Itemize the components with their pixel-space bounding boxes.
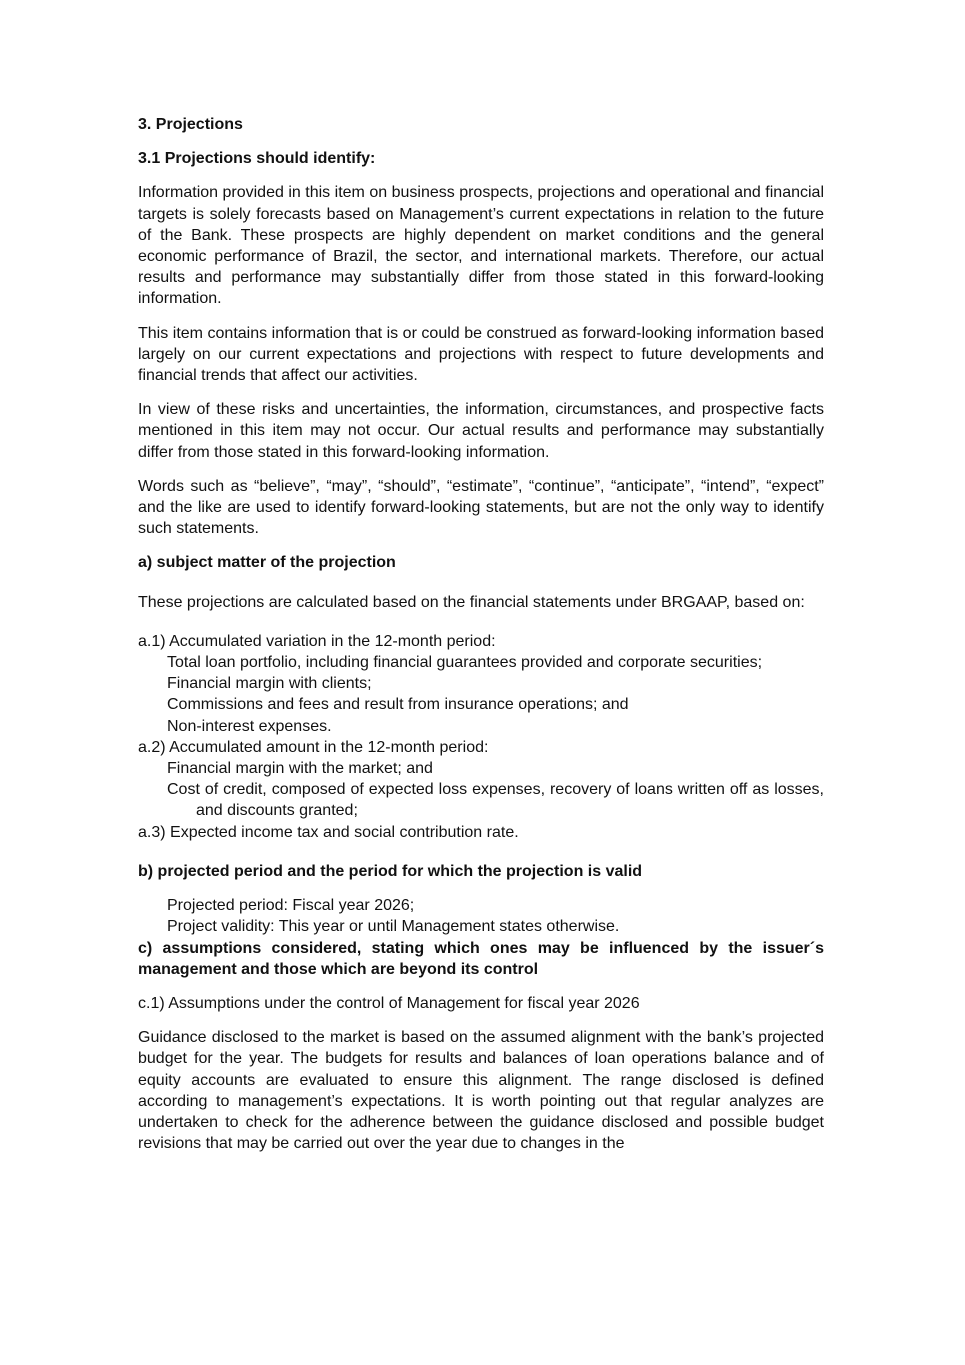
section-b-title: b) projected period and the period for which the projection is valid — [138, 862, 643, 880]
intro-paragraph: Information provided in this item on business prospects, projections and operational and financial targets is solely forecasts based on Management’s current expectations in relation to the future of the Bank. These prospects are highly dependent on market conditions and the general economic performance of Brazil, the sector, and international markets. Therefore, our actual results and performance may substantially differ from those stated in this forward-looking information. — [138, 184, 824, 308]
section-a-title: a) subject matter of the projection — [138, 554, 396, 572]
section-c-title: c) assumptions considered, stating which ones may be influenced by the issuer´s management and those which are beyond its control — [138, 939, 824, 978]
subsection-heading: 3.1 Projections should identify: — [138, 150, 376, 168]
a1-label: a.1) Accumulated variation in the 12-month period: — [138, 632, 496, 650]
section-heading: 3. Projections — [138, 116, 243, 133]
list-item: Financial margin with the market; and — [167, 760, 433, 778]
a2-label: a.2) Accumulated amount in the 12-month period: — [138, 738, 489, 756]
projected-period: Projected period: Fiscal year 2026; — [167, 897, 415, 915]
section-a-intro: These projections are calculated based on the financial statements under BRGAAP, based on: — [138, 593, 805, 611]
document-page — [138, 114, 824, 1154]
list-item: Cost of credit, composed of expected loss expenses, recovery of loans written off as losses, and discounts granted; — [167, 781, 824, 820]
list-item: Financial margin with clients; — [167, 675, 372, 693]
projection-validity: Project validity: This year or until Management states otherwise. — [167, 918, 620, 936]
intro-paragraph: Words such as “believe”, “may”, “should”, “estimate”, “continue”, “anticipate”, “intend”, “expect” and the like are used to identify forward-looking statements, but are not the only way to identify such statements. — [138, 477, 824, 538]
a3-label: a.3) Expected income tax and social contribution rate. — [138, 823, 519, 841]
list-item: Total loan portfolio, including financial guarantees provided and corporate securities; — [167, 654, 763, 672]
list-item: Non-interest expenses. — [167, 717, 332, 735]
intro-paragraph: This item contains information that is or could be construed as forward-looking information based largely on our current expectations and projections with respect to future developments and financial trends that affect our activities. — [138, 324, 824, 385]
list-item: Commissions and fees and result from insurance operations; and — [167, 696, 629, 714]
guidance-paragraph: Guidance disclosed to the market is based on the assumed alignment with the bank’s projected budget for the year. The budgets for results and balances of loan operations balance and of equity accounts are evaluated to ensure this alignment. The range disclosed is defined according to management’s expectations. It is worth pointing out that regular analyzes are undertaken to check for the adherence between the guidance disclosed and possible budget revisions that may be carried out over the year due to changes in the — [138, 1029, 824, 1153]
intro-paragraph: In view of these risks and uncertainties, the information, circumstances, and prospective facts mentioned in this item may not occur. Our actual results and performance may substantially differ from those stated in this forward-looking information. — [138, 401, 824, 461]
c1-label: c.1) Assumptions under the control of Management for fiscal year 2026 — [138, 994, 640, 1012]
